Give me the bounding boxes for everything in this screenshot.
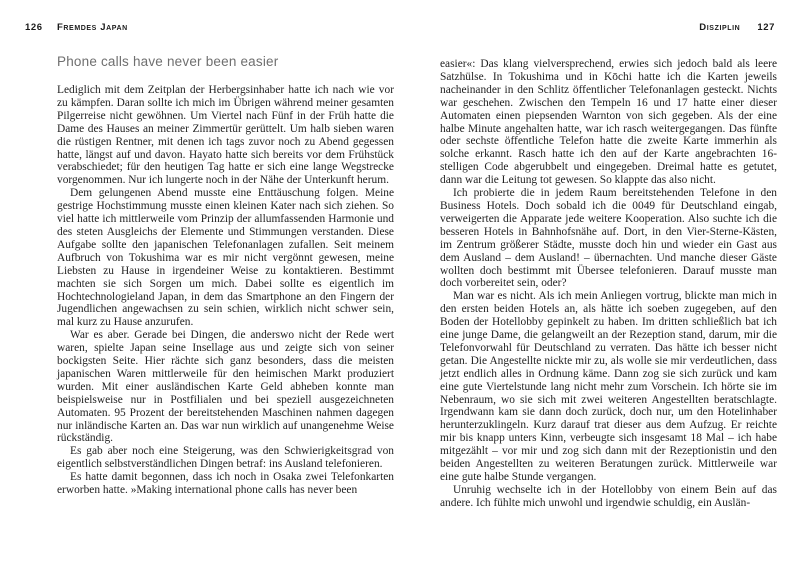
paragraph: Dem gelungenen Abend musste eine Enttäuschung folgen. Meine gestrige Hochstimmung musste einen kleinen Kater nach sich ziehen. So viel hatte ich mittlerweile vom Prinzip der allumfassenden Harmonie und des steten Ausgleichs der Elemente und Stimmungen verstanden. Diese Aufgabe sollte den japanischen Telefonanlagen zufallen. Seit meinem Aufbruch von Tokushima war es mir nicht vergönnt gewesen, meine Liebsten zu Hause in irgendeiner Weise zu kontaktieren. Bestimmt machten sie sich Sorgen um mich. Dabei sollte es eigentlich im Hochtechnologieland Japan, in dem das Smartphone an den Fingern der Jugendlichen angewachsen zu sein schien, wirklich nicht schwer sein, mal kurz zu Hause anzurufen. <box>57 187 394 329</box>
paragraph: Lediglich mit dem Zeitplan der Herbergsinhaber hatte ich nach wie vor zu kämpfen. Daran sollte ich mich im Übrigen während meiner gesamten Pilgerreise nicht gewöhnen. Um Viertel nach Fünf in der Früh hatte die Dame des Hauses an meiner Zimmertür gerüttelt. Um halb sieben waren die rüstigen Rentner, mit denen ich tags zuvor noch zu Abend gegessen hatte, längst auf und davon. Hayato hatte sich bereits vor dem Frühstück verabschiedet; für den heutigen Tag hatte er sich eine lange Wegstrecke vorgenommen. Nur ich lungerte noch in der Nähe der Unterkunft herum. <box>57 84 394 187</box>
right-page <box>397 0 794 567</box>
section-heading: Phone calls have never been easier <box>57 54 279 69</box>
paragraph: easier«: Das klang vielversprechend, erwies sich jedoch bald als leere Satzhülse. In Tokushima und in Kōchi hatte ich die Karten jeweils nacheinander in den Schlitz öffentlicher Telefonanlagen gesteckt. Nichts war geschehen. Zwischen den Tempeln 16 und 17 hatte einer dieser Automaten einen piepsenden Warnton von sich gegeben. Als der eine halbe Minute angehalten hatte, war ich rasch weitergegangen. Das fünfte oder sechste öffentliche Telefon hatte die zweite Karte immerhin als solche erkannt. Rasch hatte ich den auf der Karte angebrachten 16-stelligen Code abgerubbelt und eingegeben. Dreimal hatte es getutet, dann war die Leitung tot gewesen. So klappte das also nicht. <box>440 58 777 187</box>
page-number-right: 127 <box>757 22 775 33</box>
paragraph: Unruhig wechselte ich in der Hotellobby von einem Bein auf das andere. Ich fühlte mich unwohl und irgendwie schuldig, ein Auslän- <box>440 483 777 509</box>
header-right <box>699 23 775 33</box>
page-number-left: 126 <box>25 22 43 33</box>
body-column-right <box>440 58 777 510</box>
running-head-left: Fremdes Japan <box>57 22 128 33</box>
paragraph: War es aber. Gerade bei Dingen, die anderswo nicht der Rede wert waren, spielte Japan seine Insellage aus und zeigte sich von seiner bockigsten Seite. Hier rächte sich ganz besonders, dass die meisten japanischen Waren mittlerweile für den heimischen Markt produziert wurden. Mit einer ausländischen Karte Geld abheben konnte man beispielsweise nur in Postfilialen und bei speziell ausgezeichneten Automaten. 95 Prozent der bereitstehenden Maschinen nahmen dagegen nur inländische Karten an. Das war nun wirklich auf unangenehme Weise rückständig. <box>57 329 394 445</box>
paragraph: Ich probierte die in jedem Raum bereitstehenden Telefone in den Business Hotels. Doch sobald ich die 0049 für Deutschland eingab, verweigerten die Apparate jede weitere Kooperation. Also suchte ich die besseren Hotels in Bahnhofsnähe auf. Dort, in den Vier-Sterne-Kästen, im Zentrum größerer Städte, musste doch hin und wieder ein Gast aus dem Ausland – dem Ausland! – übernachten. Und manche dieser Gäste wollten doch bestimmt mit Übersee telefonieren. Darauf musste man doch vorbereitet sein, oder? <box>440 187 777 290</box>
paragraph: Es hatte damit begonnen, dass ich noch in Osaka zwei Telefonkarten erworben hatte. »Making international phone calls has never been <box>57 471 394 497</box>
paragraph: Es gab aber noch eine Steigerung, was den Schwierigkeitsgrad von eigentlich selbstverständlichen Dingen betraf: ins Ausland telefonieren. <box>57 445 394 471</box>
paragraph: Man war es nicht. Als ich mein Anliegen vortrug, blickte man mich in den ersten beiden Hotels an, als hätte ich soeben zugegeben, auf den Boden der Hotellobby gepinkelt zu haben. Im dritten schließlich bat ich eine junge Dame, die gelangweilt an der Rezeption stand, darum, mir die Telefonvorwahl für Deutschland zu verraten. Das hätte ich besser nicht getan. Die Angestellte nickte mir zu, als wolle sie mir verdeutlichen, dass jetzt endlich alles in Ordnung käme. Dann zog sie sich zurück und kam eine gute Viertelstunde lang nicht mehr zum Vorschein. Ich hörte sie im Nebenraum, wo sie sich mit zwei weiteren Angestellten beratschlagte. Irgendwann kam sie dann doch zurück, doch nur, um den Hotelinhaber herunterzuklingeln. Kurz darauf trat dieser aus dem Aufzug. Er reichte mir bis knapp unters Kinn, verbeugte sich insgesamt 18 Mal – ich habe mitgezählt – vor mir und zog sich dann mit der Rezeptionistin und den beiden Angestellten zu weiteren Beratungen zurück. Mittlerweile war eine gute halbe Stunde vergangen. <box>440 290 777 483</box>
body-column-left <box>57 84 394 497</box>
running-head-right: Disziplin <box>699 22 741 33</box>
